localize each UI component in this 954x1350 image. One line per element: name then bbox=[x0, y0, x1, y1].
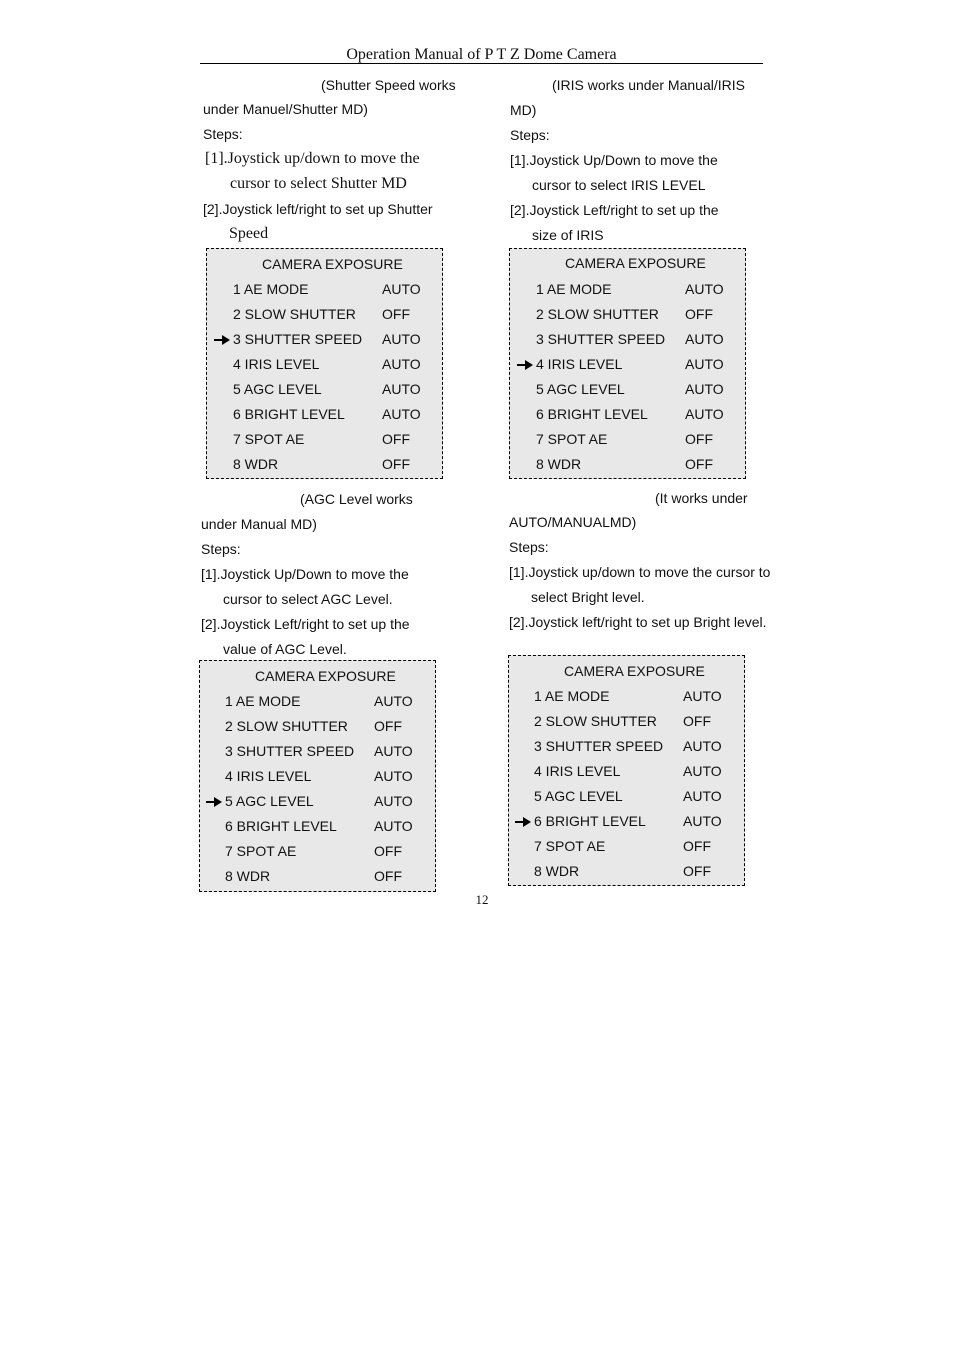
menu-row[interactable] bbox=[200, 843, 435, 863]
agc-step1-line2: cursor to select AGC Level. bbox=[223, 591, 393, 607]
iris-step2-line1: [2].Joystick Left/right to set up the bbox=[510, 202, 719, 218]
menu-row-value: OFF bbox=[382, 431, 410, 447]
menu-row-label: 5 AGC LEVEL bbox=[534, 788, 623, 804]
menu-row-label: 1 AE MODE bbox=[536, 281, 612, 297]
menu-row-value: AUTO bbox=[683, 738, 722, 754]
menu-row-label: 7 SPOT AE bbox=[225, 843, 297, 859]
menu-row[interactable] bbox=[200, 718, 435, 738]
menu-box-iris bbox=[509, 248, 746, 479]
menu-row-value: AUTO bbox=[685, 406, 724, 422]
menu-row[interactable] bbox=[200, 793, 435, 813]
menu-row[interactable] bbox=[510, 406, 745, 426]
menu-row-value: AUTO bbox=[683, 688, 722, 704]
menu-row-value: OFF bbox=[683, 863, 711, 879]
menu-row-value: OFF bbox=[382, 306, 410, 322]
menu-row-label: 6 BRIGHT LEVEL bbox=[534, 813, 646, 829]
iris-step1-line2: cursor to select IRIS LEVEL bbox=[532, 177, 706, 193]
menu-row-label: 7 SPOT AE bbox=[233, 431, 305, 447]
menu-row-value: OFF bbox=[374, 718, 402, 734]
menu-row-label: 4 IRIS LEVEL bbox=[534, 763, 621, 779]
iris-intro-1: (IRIS works under Manual/IRIS bbox=[552, 77, 745, 93]
shutter-step1-line2: cursor to select Shutter MD bbox=[230, 175, 407, 192]
menu-row[interactable] bbox=[509, 763, 744, 783]
menu-row-value: OFF bbox=[685, 431, 713, 447]
menu-row-label: 1 AE MODE bbox=[225, 693, 301, 709]
menu-row-label: 2 SLOW SHUTTER bbox=[233, 306, 356, 322]
menu-row-label: 8 WDR bbox=[225, 868, 271, 884]
menu-title: CAMERA EXPOSURE bbox=[565, 255, 706, 271]
bright-step2-line1: [2].Joystick left/right to set up Bright level. bbox=[509, 614, 767, 630]
iris-intro-2: MD) bbox=[510, 102, 537, 118]
menu-row[interactable] bbox=[509, 688, 744, 708]
cursor-arrow-icon bbox=[517, 360, 533, 370]
menu-row[interactable] bbox=[200, 868, 435, 888]
menu-row[interactable] bbox=[509, 738, 744, 758]
bright-intro-1: (It works under bbox=[655, 490, 748, 506]
menu-row-value: AUTO bbox=[382, 331, 421, 347]
shutter-step2-line2: Speed bbox=[229, 225, 269, 242]
menu-title: CAMERA EXPOSURE bbox=[255, 668, 396, 684]
menu-row-value: AUTO bbox=[374, 743, 413, 759]
menu-row-value: OFF bbox=[685, 306, 713, 322]
page-number: 12 bbox=[475, 892, 489, 907]
menu-row-value: AUTO bbox=[382, 406, 421, 422]
menu-row-label: 8 WDR bbox=[534, 863, 580, 879]
menu-row-label: 8 WDR bbox=[536, 456, 582, 472]
cursor-arrow-icon bbox=[214, 335, 230, 345]
menu-row-label: 4 IRIS LEVEL bbox=[233, 356, 320, 372]
menu-row-value: AUTO bbox=[685, 331, 724, 347]
shutter-intro-1: (Shutter Speed works bbox=[321, 77, 456, 93]
menu-row[interactable] bbox=[509, 838, 744, 858]
menu-row[interactable] bbox=[200, 768, 435, 788]
menu-row[interactable] bbox=[207, 431, 442, 451]
menu-row-value: AUTO bbox=[683, 763, 722, 779]
cursor-arrow-icon bbox=[206, 797, 222, 807]
menu-row-label: 4 IRIS LEVEL bbox=[225, 768, 312, 784]
menu-row-value: AUTO bbox=[382, 356, 421, 372]
menu-row-value: AUTO bbox=[374, 818, 413, 834]
menu-row[interactable] bbox=[510, 281, 745, 301]
menu-row-value: OFF bbox=[683, 838, 711, 854]
agc-step1-line1: [1].Joystick Up/Down to move the bbox=[201, 566, 409, 582]
menu-row-label: 3 SHUTTER SPEED bbox=[536, 331, 666, 347]
menu-row[interactable] bbox=[207, 381, 442, 401]
menu-row[interactable] bbox=[200, 693, 435, 713]
iris-steps-label: Steps: bbox=[510, 127, 550, 143]
agc-step2-line1: [2].Joystick Left/right to set up the bbox=[201, 616, 410, 632]
menu-row[interactable] bbox=[207, 356, 442, 376]
menu-row-value: OFF bbox=[374, 843, 402, 859]
menu-row-label: 3 SHUTTER SPEED bbox=[225, 743, 355, 759]
menu-row-value: OFF bbox=[683, 713, 711, 729]
menu-row[interactable] bbox=[510, 356, 745, 376]
menu-row-value: AUTO bbox=[374, 793, 413, 809]
page-header-title: Operation Manual of P T Z Dome Camera bbox=[346, 46, 617, 63]
menu-row-label: 6 BRIGHT LEVEL bbox=[536, 406, 648, 422]
menu-row-label: 3 SHUTTER SPEED bbox=[534, 738, 664, 754]
agc-intro-1: (AGC Level works bbox=[300, 491, 413, 507]
menu-row[interactable] bbox=[207, 456, 442, 476]
menu-row[interactable] bbox=[509, 863, 744, 883]
menu-row-label: 2 SLOW SHUTTER bbox=[225, 718, 348, 734]
menu-row[interactable] bbox=[510, 306, 745, 326]
menu-row[interactable] bbox=[509, 788, 744, 808]
shutter-step1-line1: [1].Joystick up/down to move the bbox=[205, 150, 420, 167]
menu-row-value: OFF bbox=[685, 456, 713, 472]
menu-row-value: AUTO bbox=[374, 768, 413, 784]
agc-intro-2: under Manual MD) bbox=[201, 516, 317, 532]
menu-row-label: 2 SLOW SHUTTER bbox=[534, 713, 657, 729]
menu-row[interactable] bbox=[200, 818, 435, 838]
menu-row-label: 7 SPOT AE bbox=[534, 838, 606, 854]
menu-row[interactable] bbox=[509, 713, 744, 733]
menu-row-value: AUTO bbox=[382, 381, 421, 397]
menu-row-value: OFF bbox=[374, 868, 402, 884]
menu-row[interactable] bbox=[510, 456, 745, 476]
bright-steps-label: Steps: bbox=[509, 539, 549, 555]
menu-row[interactable] bbox=[509, 813, 744, 833]
header-rule bbox=[200, 63, 763, 64]
menu-row-value: AUTO bbox=[685, 381, 724, 397]
menu-row[interactable] bbox=[207, 306, 442, 326]
menu-row[interactable] bbox=[207, 331, 442, 351]
menu-row[interactable] bbox=[207, 281, 442, 301]
menu-box-shutter bbox=[206, 248, 443, 479]
menu-row-label: 5 AGC LEVEL bbox=[536, 381, 625, 397]
menu-row-value: AUTO bbox=[685, 356, 724, 372]
menu-title: CAMERA EXPOSURE bbox=[564, 663, 705, 679]
menu-row-label: 3 SHUTTER SPEED bbox=[233, 331, 363, 347]
menu-row[interactable] bbox=[207, 406, 442, 426]
menu-row[interactable] bbox=[510, 331, 745, 351]
menu-row-label: 5 AGC LEVEL bbox=[233, 381, 322, 397]
menu-row-label: 8 WDR bbox=[233, 456, 279, 472]
menu-box-bright bbox=[508, 655, 745, 886]
bright-step1-line1: [1].Joystick up/down to move the cursor to bbox=[509, 564, 771, 580]
menu-row-label: 7 SPOT AE bbox=[536, 431, 608, 447]
menu-row-value: AUTO bbox=[374, 693, 413, 709]
menu-row-label: 6 BRIGHT LEVEL bbox=[233, 406, 345, 422]
agc-steps-label: Steps: bbox=[201, 541, 241, 557]
menu-row-label: 1 AE MODE bbox=[534, 688, 610, 704]
menu-row-value: OFF bbox=[382, 456, 410, 472]
menu-row[interactable] bbox=[510, 431, 745, 451]
cursor-arrow-icon bbox=[515, 817, 531, 827]
menu-row-value: AUTO bbox=[382, 281, 421, 297]
menu-row-label: 1 AE MODE bbox=[233, 281, 309, 297]
bright-intro-2: AUTO/MANUALMD) bbox=[509, 514, 637, 530]
bright-step1-line2: select Bright level. bbox=[531, 589, 645, 605]
menu-row-label: 2 SLOW SHUTTER bbox=[536, 306, 659, 322]
agc-step2-line2: value of AGC Level. bbox=[223, 641, 347, 657]
menu-row-label: 4 IRIS LEVEL bbox=[536, 356, 623, 372]
menu-row[interactable] bbox=[200, 743, 435, 763]
menu-row-label: 6 BRIGHT LEVEL bbox=[225, 818, 337, 834]
menu-row-value: AUTO bbox=[683, 813, 722, 829]
menu-box-agc bbox=[199, 660, 436, 892]
iris-step2-line2: size of IRIS bbox=[532, 227, 604, 243]
menu-row[interactable] bbox=[510, 381, 745, 401]
shutter-step2-line1: [2].Joystick left/right to set up Shutter bbox=[203, 201, 433, 217]
menu-row-value: AUTO bbox=[685, 281, 724, 297]
shutter-intro-2: under Manuel/Shutter MD) bbox=[203, 101, 368, 117]
menu-title: CAMERA EXPOSURE bbox=[262, 256, 403, 272]
shutter-steps-label: Steps: bbox=[203, 126, 243, 142]
iris-step1-line1: [1].Joystick Up/Down to move the bbox=[510, 152, 718, 168]
menu-row-label: 5 AGC LEVEL bbox=[225, 793, 314, 809]
menu-row-value: AUTO bbox=[683, 788, 722, 804]
